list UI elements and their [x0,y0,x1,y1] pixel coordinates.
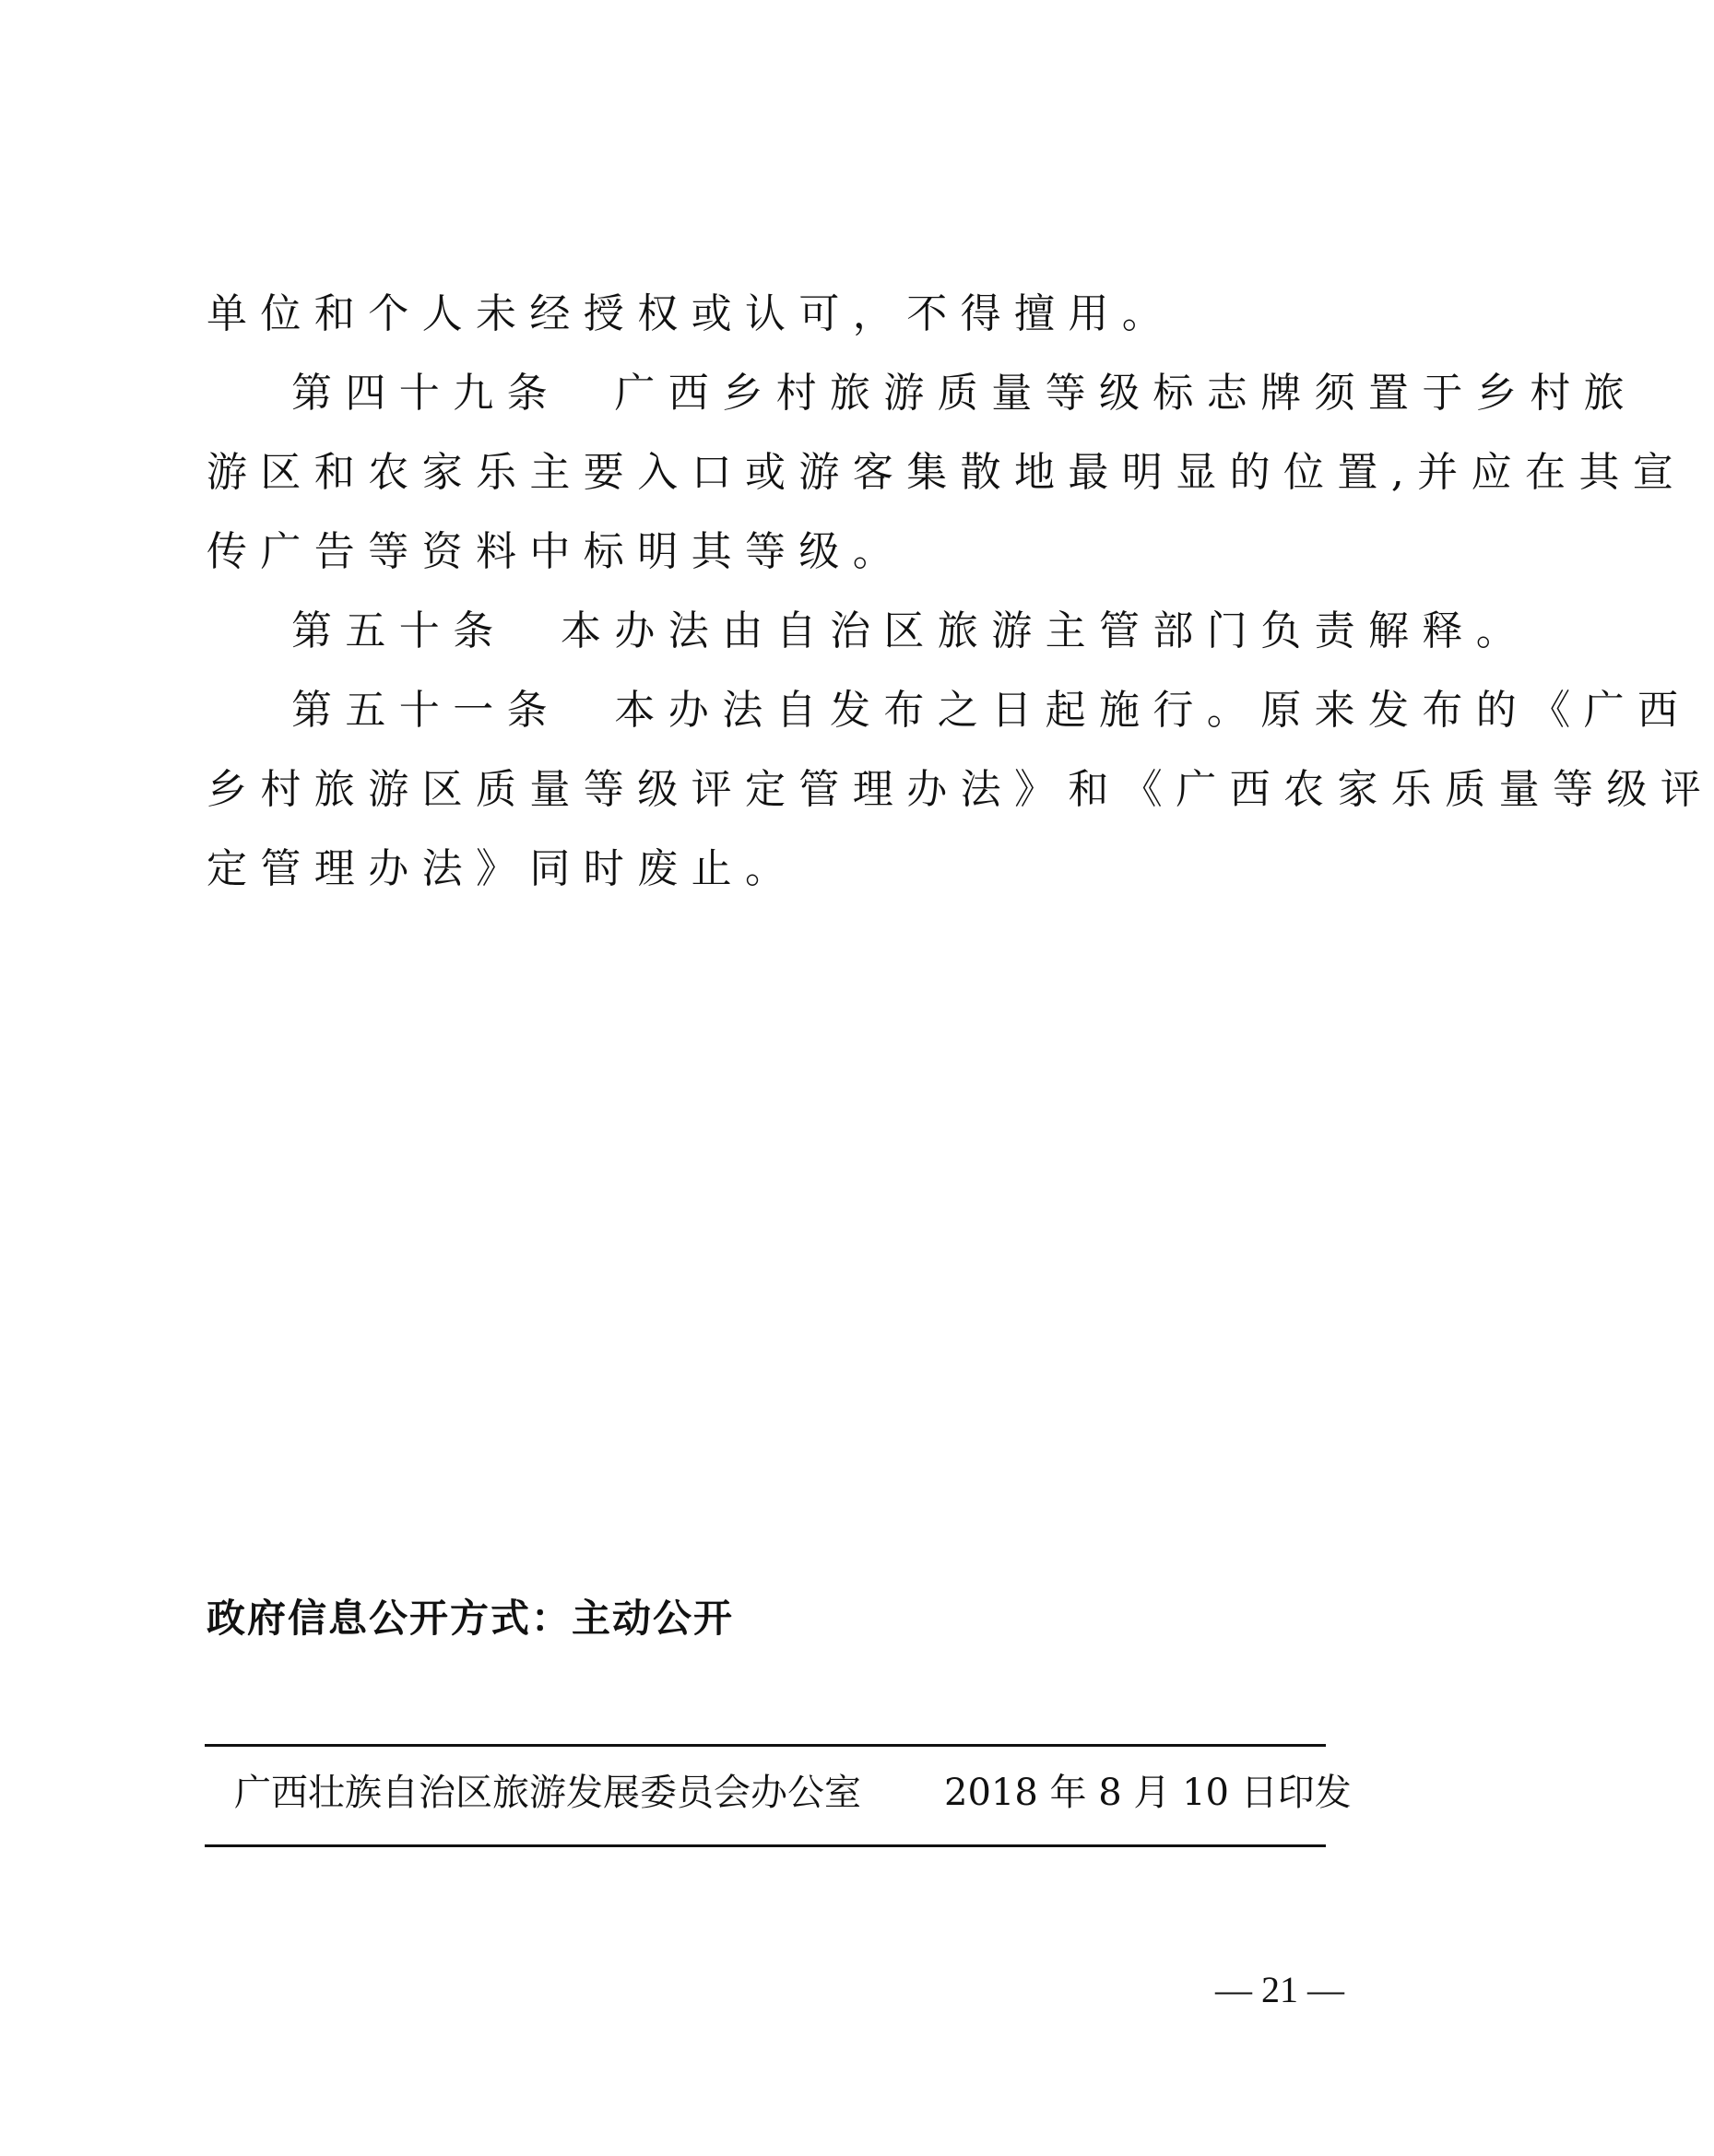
article-51-line: 第五十一条 本办法自发布之日起施行。原来发布的《广西 [291,687,1692,734]
disclosure-method: 政府信息公开方式：主动公开 [207,1596,735,1641]
imprint-top-rule [205,1744,1326,1747]
imprint-organization: 广西壮族自治区旅游发展委员会办公室 [234,1772,861,1814]
body-line: 游区和农家乐主要入口或游客集散地最明显的位置,并应在其宣 [207,449,1687,496]
body-line: 传广告等资料中标明其等级。 [207,528,907,575]
body-text [207,275,1714,909]
imprint-bottom-rule [205,1844,1326,1847]
page-number: — 21 — [1215,1969,1344,2010]
body-line: 单位和个人未经授权或认可，不得擅用。 [207,290,1176,337]
imprint-date: 2018 年 8 月 10 日印发 [944,1772,1352,1814]
article-49-line: 第四十九条 广西乡村旅游质量等级标志牌须置于乡村旅 [291,370,1637,417]
article-50-line: 第五十条 本办法由自治区旅游主管部门负责解释。 [291,607,1531,654]
body-line: 定管理办法》同时废止。 [207,845,799,892]
body-line: 乡村旅游区质量等级评定管理办法》和《广西农家乐质量等级评 [207,766,1714,813]
